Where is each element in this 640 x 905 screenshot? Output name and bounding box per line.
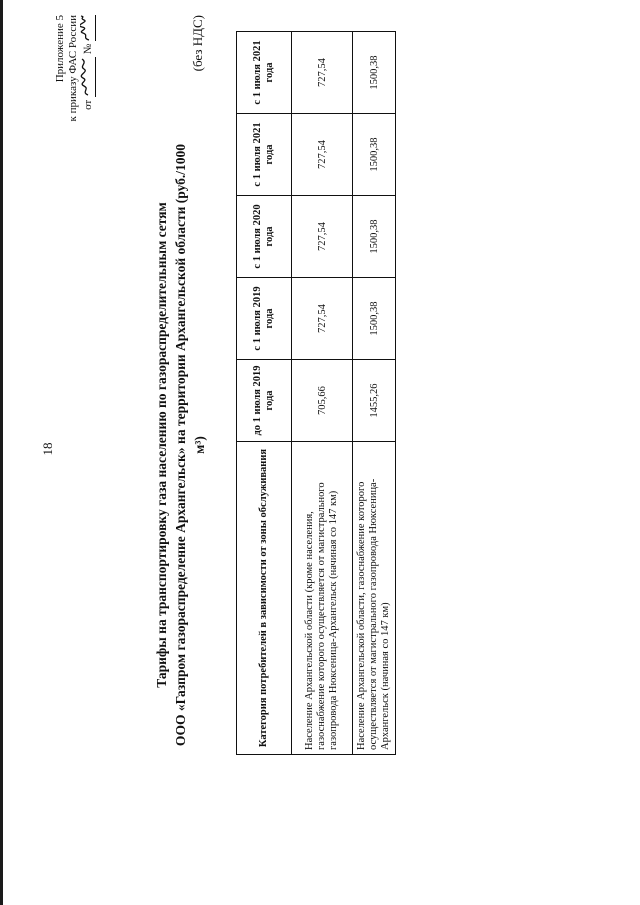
vat-note: (без НДС): [190, 15, 205, 72]
header-period: с 1 июля 2021 года: [237, 32, 292, 114]
title-line-1: Тарифы на транспортировку газа населению по газораспределительным сетям: [154, 202, 169, 688]
tariff-value: 727,54: [292, 32, 353, 114]
signature-scribble-icon: [80, 15, 91, 41]
appendix-title: Приложение 5: [54, 15, 66, 83]
table-row: [353, 32, 396, 755]
row-category: Население Архангельской области (кроме населения, газоснабжение которого осуществляется от магистрального газопровода Нюксеница-Архангельск (начиная со 147 км): [292, 442, 353, 755]
tariffs-table: [236, 31, 396, 755]
appendix-block: [54, 15, 96, 121]
title-line-2: ООО «Газпром газораспределение Архангельск» на территории Архангельской области (руб./1000 м³): [173, 143, 207, 747]
tariff-value: 727,54: [292, 278, 353, 360]
table-row: [292, 32, 353, 755]
from-label: от: [82, 99, 94, 110]
header-category: Категория потребителей в зависимости от зоны обслуживания: [237, 442, 292, 755]
tariff-value: 1455,26: [353, 360, 396, 442]
header-period: с 1 июля 2019 года: [237, 278, 292, 360]
tariff-value: 705,66: [292, 360, 353, 442]
handwritten-number-signature: [80, 15, 96, 41]
tariff-value: 727,54: [292, 114, 353, 196]
tariff-value: 1500,38: [353, 114, 396, 196]
signature-scribble-icon: [80, 58, 91, 96]
document-title: [152, 135, 209, 755]
header-period: с 1 июля 2021 года: [237, 114, 292, 196]
table-header-row: [237, 32, 292, 755]
number-label: №: [82, 43, 94, 55]
tariff-value: 1500,38: [353, 32, 396, 114]
appendix-order-line: [80, 15, 96, 121]
appendix-order-ref: к приказу ФАС России: [67, 15, 79, 122]
tariff-value: 1500,38: [353, 196, 396, 278]
handwritten-date-signature: [80, 57, 96, 97]
tariff-value: 1500,38: [353, 278, 396, 360]
tariff-value: 727,54: [292, 196, 353, 278]
row-category: Население Архангельской области, газоснабжение которого осуществляется от магистрального газопровода Нюксеница-Архангельск (начиная со 147 км): [353, 442, 396, 755]
page-number: 18: [40, 442, 55, 456]
header-period: с 1 июля 2020 года: [237, 196, 292, 278]
header-period: до 1 июля 2019 года: [237, 360, 292, 442]
